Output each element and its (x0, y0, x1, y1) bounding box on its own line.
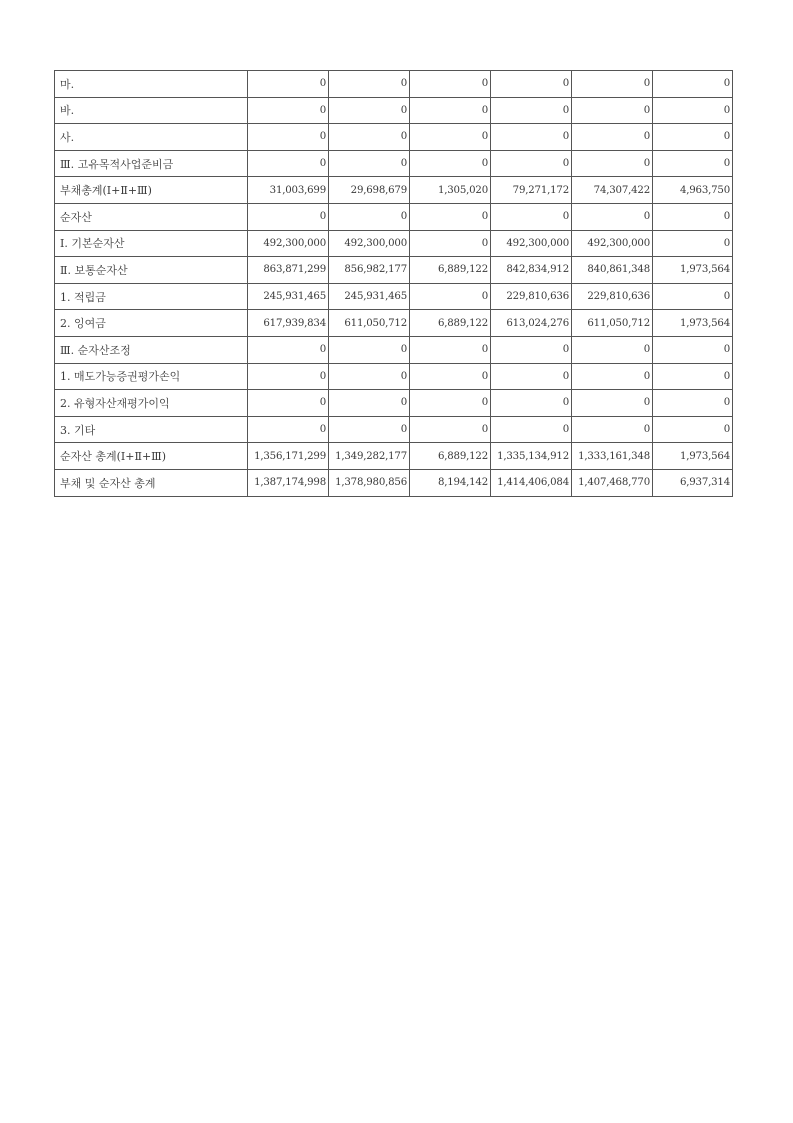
value-cell: 0 (248, 71, 329, 98)
row-label: 2. 잉여금 (55, 310, 248, 337)
row-label: 사. (55, 124, 248, 151)
value-cell: 613,024,276 (491, 310, 572, 337)
value-cell: 0 (410, 230, 491, 257)
value-cell: 0 (329, 363, 410, 390)
value-cell: 0 (572, 390, 653, 417)
table-row (55, 203, 733, 230)
value-cell: 0 (248, 416, 329, 443)
value-cell: 0 (572, 71, 653, 98)
value-cell: 840,861,348 (572, 257, 653, 284)
value-cell: 0 (329, 203, 410, 230)
value-cell: 0 (329, 124, 410, 151)
value-cell: 6,889,122 (410, 257, 491, 284)
table-row (55, 310, 733, 337)
value-cell: 1,349,282,177 (329, 443, 410, 470)
value-cell: 0 (410, 71, 491, 98)
value-cell: 0 (248, 390, 329, 417)
value-cell: 856,982,177 (329, 257, 410, 284)
financial-statement-sheet (54, 70, 732, 497)
table-row (55, 443, 733, 470)
table-row (55, 469, 733, 496)
row-label: 마. (55, 71, 248, 98)
row-label: 부채 및 순자산 총계 (55, 469, 248, 496)
value-cell: 1,973,564 (653, 443, 733, 470)
row-label: Ⅲ. 고유목적사업준비금 (55, 150, 248, 177)
value-cell: 74,307,422 (572, 177, 653, 204)
value-cell: 0 (248, 203, 329, 230)
value-cell: 0 (653, 283, 733, 310)
value-cell: 0 (653, 416, 733, 443)
row-label: 바. (55, 97, 248, 124)
row-label: 1. 매도가능증권평가손익 (55, 363, 248, 390)
value-cell: 617,939,834 (248, 310, 329, 337)
value-cell: 6,889,122 (410, 310, 491, 337)
value-cell: 0 (329, 416, 410, 443)
value-cell: 1,407,468,770 (572, 469, 653, 496)
table-row (55, 230, 733, 257)
value-cell: 0 (491, 390, 572, 417)
table-row (55, 257, 733, 284)
value-cell: 0 (653, 230, 733, 257)
value-cell: 1,973,564 (653, 257, 733, 284)
value-cell: 0 (491, 150, 572, 177)
value-cell: 0 (572, 124, 653, 151)
value-cell: 0 (410, 150, 491, 177)
table-row (55, 390, 733, 417)
balance-sheet-table (54, 70, 733, 497)
value-cell: 0 (491, 71, 572, 98)
value-cell: 229,810,636 (491, 283, 572, 310)
value-cell: 0 (491, 203, 572, 230)
value-cell: 0 (248, 150, 329, 177)
value-cell: 0 (653, 336, 733, 363)
value-cell: 0 (491, 363, 572, 390)
value-cell: 0 (491, 336, 572, 363)
value-cell: 6,937,314 (653, 469, 733, 496)
table-row (55, 363, 733, 390)
value-cell: 0 (491, 97, 572, 124)
value-cell: 245,931,465 (329, 283, 410, 310)
value-cell: 0 (248, 336, 329, 363)
value-cell: 0 (329, 97, 410, 124)
value-cell: 0 (572, 150, 653, 177)
row-label: 1. 적립금 (55, 283, 248, 310)
table-row (55, 177, 733, 204)
row-label: 부채총계(Ⅰ+Ⅱ+Ⅲ) (55, 177, 248, 204)
table-row (55, 124, 733, 151)
value-cell: 0 (572, 416, 653, 443)
value-cell: 0 (329, 336, 410, 363)
value-cell: 4,963,750 (653, 177, 733, 204)
value-cell: 0 (572, 363, 653, 390)
value-cell: 0 (410, 97, 491, 124)
value-cell: 1,387,174,998 (248, 469, 329, 496)
value-cell: 29,698,679 (329, 177, 410, 204)
value-cell: 1,356,171,299 (248, 443, 329, 470)
value-cell: 611,050,712 (572, 310, 653, 337)
row-label: 순자산 총계(Ⅰ+Ⅱ+Ⅲ) (55, 443, 248, 470)
value-cell: 0 (248, 363, 329, 390)
row-label: Ⅰ. 기본순자산 (55, 230, 248, 257)
value-cell: 0 (653, 124, 733, 151)
table-row (55, 71, 733, 98)
value-cell: 0 (410, 416, 491, 443)
value-cell: 6,889,122 (410, 443, 491, 470)
value-cell: 0 (410, 203, 491, 230)
value-cell: 0 (410, 283, 491, 310)
value-cell: 79,271,172 (491, 177, 572, 204)
value-cell: 0 (653, 390, 733, 417)
value-cell: 842,834,912 (491, 257, 572, 284)
row-label: Ⅱ. 보통순자산 (55, 257, 248, 284)
value-cell: 0 (572, 203, 653, 230)
value-cell: 0 (329, 150, 410, 177)
table-row (55, 336, 733, 363)
value-cell: 492,300,000 (329, 230, 410, 257)
value-cell: 1,414,406,084 (491, 469, 572, 496)
value-cell: 8,194,142 (410, 469, 491, 496)
value-cell: 1,305,020 (410, 177, 491, 204)
value-cell: 31,003,699 (248, 177, 329, 204)
row-label: 순자산 (55, 203, 248, 230)
value-cell: 0 (653, 363, 733, 390)
value-cell: 229,810,636 (572, 283, 653, 310)
value-cell: 1,335,134,912 (491, 443, 572, 470)
value-cell: 0 (653, 203, 733, 230)
value-cell: 0 (410, 336, 491, 363)
value-cell: 492,300,000 (491, 230, 572, 257)
value-cell: 0 (572, 97, 653, 124)
row-label: 2. 유형자산재평가이익 (55, 390, 248, 417)
value-cell: 0 (410, 363, 491, 390)
value-cell: 0 (653, 97, 733, 124)
value-cell: 863,871,299 (248, 257, 329, 284)
table-body (55, 71, 733, 497)
value-cell: 492,300,000 (572, 230, 653, 257)
value-cell: 0 (248, 97, 329, 124)
value-cell: 0 (329, 71, 410, 98)
value-cell: 0 (491, 416, 572, 443)
table-row (55, 283, 733, 310)
value-cell: 1,973,564 (653, 310, 733, 337)
value-cell: 0 (410, 124, 491, 151)
value-cell: 0 (329, 390, 410, 417)
table-row (55, 97, 733, 124)
value-cell: 1,378,980,856 (329, 469, 410, 496)
value-cell: 492,300,000 (248, 230, 329, 257)
table-row (55, 150, 733, 177)
value-cell: 0 (248, 124, 329, 151)
value-cell: 0 (572, 336, 653, 363)
value-cell: 0 (491, 124, 572, 151)
value-cell: 611,050,712 (329, 310, 410, 337)
table-row (55, 416, 733, 443)
row-label: Ⅲ. 순자산조정 (55, 336, 248, 363)
value-cell: 1,333,161,348 (572, 443, 653, 470)
row-label: 3. 기타 (55, 416, 248, 443)
value-cell: 245,931,465 (248, 283, 329, 310)
value-cell: 0 (410, 390, 491, 417)
value-cell: 0 (653, 150, 733, 177)
value-cell: 0 (653, 71, 733, 98)
